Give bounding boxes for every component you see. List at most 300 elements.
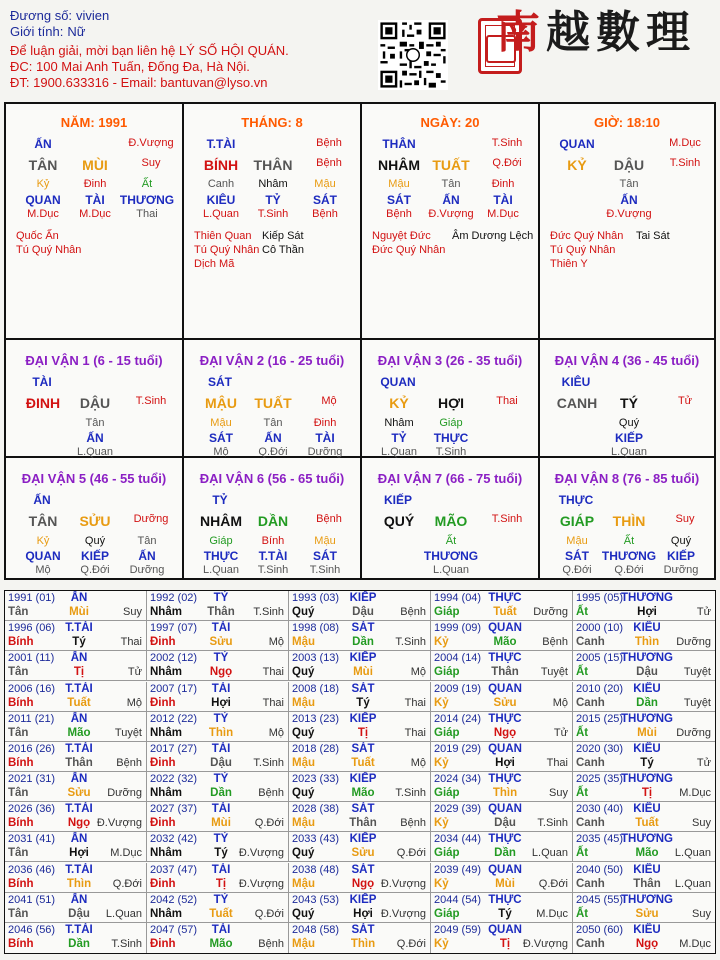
- year-label: 2035 (45): [576, 833, 624, 846]
- year-stem: Mậu: [292, 817, 315, 830]
- year-cell[interactable]: [573, 712, 715, 742]
- year-branch: Thìn: [492, 787, 518, 799]
- year-branch: Hợi: [353, 907, 373, 920]
- year-cell[interactable]: [573, 621, 715, 651]
- year-cell[interactable]: [147, 863, 289, 893]
- year-god: T.TÀI: [65, 622, 93, 635]
- year-god: ẤN: [70, 652, 88, 665]
- year-label: 2020 (30): [576, 742, 624, 755]
- pillar-main-2: T.Sinh: [669, 157, 701, 169]
- year-cell[interactable]: [431, 591, 573, 621]
- year-label: 2001 (11): [8, 652, 55, 665]
- year-branch: Hợi: [495, 756, 515, 769]
- year-label: 2026 (36): [8, 803, 56, 816]
- year-god: T.TÀI: [65, 923, 93, 936]
- year-state: Q.Đới: [254, 907, 284, 920]
- year-label: 2044 (54): [434, 893, 482, 906]
- dai-van-state-1: L.Quan: [76, 446, 114, 458]
- year-label: 2043 (53): [292, 893, 340, 906]
- dai-van-top-god: TÀI: [32, 375, 52, 389]
- dai-van-hidden-0: Mậu: [566, 535, 588, 547]
- year-label: 2047 (57): [150, 923, 198, 936]
- year-label: 1992 (02): [150, 592, 198, 604]
- year-branch: Hợi: [637, 606, 657, 618]
- year-branch: Thìn: [350, 937, 376, 950]
- year-cell[interactable]: [289, 923, 431, 953]
- year-god: TỶ: [213, 652, 229, 665]
- year-stem: Quý: [292, 907, 315, 920]
- year-cell[interactable]: [431, 832, 573, 862]
- year-branch: Dần: [494, 847, 516, 860]
- year-cell[interactable]: [289, 893, 431, 923]
- year-cell[interactable]: [5, 682, 147, 712]
- header-info: [10, 8, 370, 91]
- pillar-states-0: M.Dục: [27, 208, 59, 220]
- dai-van-state-0: Mộ: [35, 564, 51, 576]
- year-label: 2010 (20): [576, 682, 624, 695]
- year-god: TỶ: [213, 712, 229, 725]
- pillar-gods-0: QUAN: [25, 193, 61, 207]
- brand-char-1: 南: [496, 7, 546, 58]
- dai-van-hidden-1: Ất: [445, 535, 457, 547]
- year-cell[interactable]: [431, 772, 573, 802]
- year-cell[interactable]: [573, 863, 715, 893]
- year-state: Đ.Vượng: [522, 937, 568, 950]
- pillar-top-2: Đ.Vượng: [128, 137, 174, 149]
- dai-van-top-god: KIẾP: [383, 493, 412, 507]
- year-stem: Canh: [576, 696, 605, 709]
- year-cell[interactable]: [147, 893, 289, 923]
- year-state: Q.Đới: [254, 817, 284, 830]
- dai-van-hidden-1: Quý: [84, 535, 106, 547]
- year-stem: Kỷ: [434, 937, 449, 950]
- year-cell[interactable]: [573, 923, 715, 953]
- year-state: Tuyệt: [683, 666, 711, 679]
- pillar-gods-2: THƯƠNG: [119, 193, 175, 207]
- dai-van-title: ĐẠI VẬN 4 (36 - 45 tuổi): [554, 353, 700, 368]
- pillar-main-1: TUẤT: [432, 157, 470, 173]
- year-label: 1994 (04): [434, 592, 482, 604]
- dai-van-cell: [362, 458, 540, 578]
- pillar-main-0: NHÂM: [378, 157, 420, 173]
- year-stem: Giáp: [434, 907, 460, 920]
- pillar-cell: [540, 104, 714, 340]
- pillar-gods-1: ẤN: [620, 193, 638, 207]
- year-state: M.Dục: [536, 907, 568, 920]
- dai-van-main-1: HỢI: [438, 395, 464, 411]
- year-cell[interactable]: [289, 832, 431, 862]
- year-state: Tử: [127, 666, 142, 679]
- year-god: THỰC: [488, 592, 522, 604]
- year-stem: Bính: [8, 696, 34, 709]
- dai-van-hidden-0: Nhâm: [384, 417, 414, 429]
- dai-van-main-2: T.Sinh: [491, 513, 523, 525]
- dai-van-god-1: THƯƠNG: [423, 549, 479, 563]
- year-cell[interactable]: [431, 923, 573, 953]
- dai-van-cell: [540, 340, 714, 458]
- star-name: Kiếp Sát: [262, 230, 304, 242]
- dai-van-god-2: SÁT: [313, 549, 337, 563]
- year-cell[interactable]: [5, 742, 147, 772]
- year-label: 1993 (03): [292, 592, 340, 604]
- year-cell[interactable]: [147, 591, 289, 621]
- year-stem: Nhâm: [150, 606, 182, 618]
- year-branch: Mão: [351, 787, 375, 799]
- dai-van-state-1: T.Sinh: [435, 446, 467, 458]
- pillar-top-0: QUAN: [559, 137, 595, 151]
- year-stem: Canh: [576, 756, 605, 769]
- year-stem: Mậu: [292, 756, 315, 769]
- dai-van-main-1: MÃO: [434, 513, 468, 529]
- year-state: Tử: [696, 756, 711, 769]
- year-stem: Kỷ: [434, 756, 449, 769]
- year-label: 2050 (60): [576, 923, 624, 936]
- dai-van-state-2: Dưỡng: [129, 564, 165, 576]
- year-cell[interactable]: [431, 863, 573, 893]
- year-stem: Mậu: [292, 636, 315, 649]
- year-cell[interactable]: [289, 863, 431, 893]
- year-branch: Tị: [641, 787, 653, 799]
- year-cell[interactable]: [5, 621, 147, 651]
- pillar-cell: [184, 104, 362, 340]
- year-stem: Tân: [8, 666, 29, 679]
- dai-van-main-1: TUẤT: [254, 395, 292, 411]
- year-god: TÀI: [211, 742, 231, 755]
- year-god: T.TÀI: [65, 742, 93, 755]
- year-label: 2016 (26): [8, 742, 56, 755]
- year-god: TÀI: [211, 803, 231, 816]
- year-branch: Tuất: [351, 756, 375, 769]
- year-label: 2036 (46): [8, 863, 56, 876]
- year-state: Tử: [696, 606, 711, 618]
- year-state: Dưỡng: [533, 606, 568, 618]
- year-state: Q.Đới: [396, 847, 426, 860]
- year-cell[interactable]: [431, 621, 573, 651]
- year-stem: Đinh: [150, 817, 176, 830]
- year-branch: Dần: [636, 696, 658, 709]
- year-god: TỶ: [213, 592, 229, 604]
- year-state: Bệnh: [542, 636, 568, 649]
- year-stem: Kỷ: [434, 636, 449, 649]
- year-label: 2025 (35): [576, 773, 624, 785]
- year-branch: Dần: [210, 787, 232, 799]
- year-state: Bệnh: [400, 817, 426, 830]
- year-stem: Ất: [576, 726, 589, 739]
- year-state: Bệnh: [116, 756, 142, 769]
- dai-van-hidden-1: Tân: [85, 417, 105, 429]
- year-god: THỰC: [488, 712, 522, 725]
- pillar-states-0: L.Quan: [202, 208, 240, 220]
- dai-van-top-god: QUAN: [380, 375, 416, 389]
- year-stem: Đinh: [150, 937, 176, 950]
- year-label: 2046 (56): [8, 923, 56, 936]
- year-label: 1996 (06): [8, 622, 56, 635]
- annual-luck-grid: [4, 590, 716, 954]
- pillar-cell: [362, 104, 540, 340]
- year-cell[interactable]: [573, 772, 715, 802]
- year-stem: Kỷ: [434, 877, 449, 890]
- year-state: Mộ: [268, 726, 284, 739]
- year-stem: Đinh: [150, 756, 176, 769]
- year-cell[interactable]: [289, 682, 431, 712]
- year-cell[interactable]: [573, 832, 715, 862]
- year-stem: Quý: [292, 847, 315, 860]
- pillar-main-2: Bệnh: [316, 157, 342, 169]
- year-label: 2024 (34): [434, 773, 482, 785]
- year-cell[interactable]: [5, 772, 147, 802]
- year-god: ẤN: [70, 893, 88, 906]
- year-cell[interactable]: [573, 591, 715, 621]
- pillar-main-1: THÂN: [253, 157, 293, 173]
- year-state: Tuyệt: [540, 666, 568, 679]
- year-label: 2027 (37): [150, 803, 198, 816]
- year-god: QUAN: [488, 863, 522, 876]
- pillar-hidden-1: Tân: [619, 178, 639, 190]
- year-stem: Bính: [8, 937, 34, 950]
- year-state: Đ.Vượng: [238, 877, 284, 890]
- year-branch: Thân: [207, 606, 235, 618]
- year-god: THƯƠNG: [621, 712, 673, 725]
- year-state: Đ.Vượng: [238, 847, 284, 860]
- year-stem: Tân: [8, 606, 29, 618]
- year-state: Thai: [262, 696, 284, 709]
- year-branch: Mão: [209, 937, 233, 950]
- year-branch: Thân: [349, 817, 377, 830]
- pillar-main-0: KỶ: [567, 157, 587, 173]
- year-god: SÁT: [351, 622, 375, 635]
- year-label: 2009 (19): [434, 682, 482, 695]
- year-cell[interactable]: [5, 863, 147, 893]
- year-cell[interactable]: [289, 621, 431, 651]
- year-god: TÀI: [211, 622, 231, 635]
- year-cell[interactable]: [147, 682, 289, 712]
- year-state: L.Quan: [674, 877, 711, 890]
- year-branch: Tý: [214, 847, 228, 860]
- year-cell[interactable]: [573, 893, 715, 923]
- year-cell[interactable]: [431, 682, 573, 712]
- owner-line: [10, 8, 370, 24]
- year-branch: Sửu: [209, 636, 233, 649]
- year-god: THƯƠNG: [621, 893, 673, 906]
- pillar-states-1: Đ.Vượng: [428, 208, 474, 220]
- year-stem: Bính: [8, 636, 34, 649]
- year-stem: Tân: [8, 907, 29, 920]
- year-god: THỰC: [488, 833, 522, 846]
- year-state: Thai: [262, 666, 284, 679]
- year-stem: Đinh: [150, 636, 176, 649]
- year-state: Q.Đới: [538, 877, 568, 890]
- dai-van-main-1: TÝ: [620, 395, 638, 411]
- year-cell[interactable]: [431, 893, 573, 923]
- year-god: TỶ: [213, 773, 229, 785]
- year-stem: Nhâm: [150, 847, 182, 860]
- year-god: THỰC: [488, 893, 522, 906]
- year-cell[interactable]: [5, 802, 147, 832]
- year-branch: Mão: [67, 726, 91, 739]
- pillar-hidden-1: Tân: [441, 178, 461, 190]
- year-branch: Dậu: [352, 606, 374, 618]
- year-branch: Dậu: [494, 817, 516, 830]
- year-branch: Mùi: [637, 726, 657, 739]
- star-name: Thiên Y: [550, 258, 588, 270]
- year-cell[interactable]: [5, 712, 147, 742]
- year-stem: Bính: [8, 817, 34, 830]
- year-cell[interactable]: [147, 802, 289, 832]
- year-cell[interactable]: [573, 682, 715, 712]
- year-branch: Hợi: [69, 847, 89, 860]
- year-cell[interactable]: [289, 802, 431, 832]
- year-branch: Thìn: [634, 636, 660, 649]
- brand-logo: [496, 8, 696, 58]
- pillar-hidden-2: Đinh: [491, 178, 515, 190]
- year-cell[interactable]: [147, 742, 289, 772]
- year-state: T.Sinh: [111, 937, 142, 950]
- year-stem: Đinh: [150, 696, 176, 709]
- year-label: 2015 (25): [576, 712, 624, 725]
- year-stem: Bính: [8, 756, 34, 769]
- year-branch: Thìn: [208, 726, 234, 739]
- year-stem: Giáp: [434, 666, 460, 679]
- pillar-title: NĂM: 1991: [60, 115, 128, 130]
- year-god: QUAN: [488, 622, 522, 635]
- brand-chars-rest: 越數理: [546, 7, 696, 58]
- year-cell[interactable]: [147, 923, 289, 953]
- dai-van-state-1: T.Sinh: [257, 564, 289, 576]
- year-god: T.TÀI: [65, 682, 93, 695]
- year-cell[interactable]: [147, 621, 289, 651]
- pillar-main-1: DẬU: [613, 157, 645, 173]
- dai-van-state-0: L.Quan: [202, 564, 240, 576]
- year-branch: Sửu: [351, 847, 375, 860]
- year-label: 1998 (08): [292, 622, 340, 635]
- year-branch: Tý: [498, 907, 512, 920]
- year-cell[interactable]: [431, 651, 573, 681]
- year-cell[interactable]: [289, 651, 431, 681]
- dai-van-top-god: THỰC: [558, 493, 594, 507]
- pillar-gods-1: ẤN: [442, 193, 460, 207]
- year-stem: Mậu: [292, 937, 315, 950]
- year-stem: Canh: [576, 937, 605, 950]
- year-cell[interactable]: [289, 591, 431, 621]
- year-label: 2032 (42): [150, 833, 198, 846]
- dai-van-title: ĐẠI VẬN 5 (46 - 55 tuổi): [21, 471, 167, 486]
- pillar-main-2: Suy: [141, 157, 161, 169]
- year-state: L.Quan: [531, 847, 568, 860]
- dai-van-god-1: ẤN: [86, 431, 104, 445]
- year-branch: Sửu: [635, 907, 659, 920]
- year-branch: Tị: [73, 666, 85, 679]
- year-label: 2017 (27): [150, 742, 198, 755]
- year-branch: Tị: [215, 877, 227, 890]
- dai-van-hidden-0: Mậu: [210, 417, 232, 429]
- dai-van-cell: [6, 340, 184, 458]
- gender-line: [10, 24, 370, 40]
- year-god: ẤN: [70, 592, 88, 604]
- year-stem: Canh: [576, 817, 605, 830]
- year-god: THƯƠNG: [621, 773, 673, 785]
- year-stem: Giáp: [434, 606, 460, 618]
- dai-van-god-1: THƯƠNG: [601, 549, 657, 563]
- star-name: Thiên Quan: [194, 230, 252, 242]
- year-label: 2033 (43): [292, 833, 340, 846]
- year-god: KIẾP: [349, 712, 377, 725]
- dai-van-god-1: ẤN: [264, 431, 282, 445]
- dai-van-main-1: DẬU: [79, 395, 111, 411]
- year-state: Tuyệt: [683, 696, 711, 709]
- qr-code-icon[interactable]: [378, 20, 448, 90]
- year-god: QUAN: [488, 742, 522, 755]
- year-cell[interactable]: [5, 832, 147, 862]
- year-cell[interactable]: [5, 923, 147, 953]
- year-cell[interactable]: [147, 772, 289, 802]
- year-stem: Ất: [576, 847, 589, 860]
- year-cell[interactable]: [5, 591, 147, 621]
- year-stem: Mậu: [292, 696, 315, 709]
- dai-van-main-0: QUÝ: [383, 513, 415, 529]
- pillar-main-0: BÍNH: [203, 157, 239, 173]
- pillar-gods-1: TỶ: [265, 193, 281, 207]
- year-stem: Ất: [576, 907, 589, 920]
- dai-van-title: ĐẠI VẬN 2 (16 - 25 tuổi): [199, 353, 345, 368]
- year-cell[interactable]: [573, 802, 715, 832]
- year-cell[interactable]: [573, 742, 715, 772]
- year-cell[interactable]: [289, 772, 431, 802]
- dai-van-hidden-0: Kỷ: [36, 535, 50, 547]
- year-branch: Dần: [352, 636, 374, 649]
- year-cell[interactable]: [289, 742, 431, 772]
- year-cell[interactable]: [431, 802, 573, 832]
- dai-van-hidden-0: Giáp: [209, 535, 233, 547]
- year-cell[interactable]: [147, 712, 289, 742]
- year-stem: Ất: [576, 606, 589, 618]
- year-state: Mộ: [552, 696, 568, 709]
- pillar-hidden-1: Nhâm: [258, 178, 288, 190]
- year-cell[interactable]: [5, 893, 147, 923]
- dai-van-title: ĐẠI VẬN 3 (26 - 35 tuổi): [377, 353, 523, 368]
- year-state: Suy: [692, 817, 711, 830]
- year-cell[interactable]: [573, 651, 715, 681]
- year-stem: Nhâm: [150, 787, 182, 799]
- year-branch: Dậu: [636, 666, 658, 679]
- year-branch: Tuất: [493, 606, 517, 618]
- year-cell[interactable]: [431, 712, 573, 742]
- year-cell[interactable]: [147, 651, 289, 681]
- year-branch: Tị: [499, 937, 511, 950]
- year-branch: Tý: [72, 636, 86, 649]
- dai-van-main-2: Tử: [677, 395, 693, 407]
- pillar-title: THÁNG: 8: [241, 115, 303, 130]
- year-label: 2021 (31): [8, 773, 56, 785]
- year-cell[interactable]: [5, 651, 147, 681]
- year-cell[interactable]: [431, 742, 573, 772]
- year-stem: Quý: [292, 606, 315, 618]
- year-branch: Ngọ: [209, 666, 233, 679]
- year-cell[interactable]: [147, 832, 289, 862]
- star-name: Đức Quý Nhân: [550, 230, 624, 242]
- year-branch: Tuất: [635, 817, 659, 830]
- year-label: 1995 (05): [576, 592, 624, 604]
- phone-email-line[interactable]: ĐT: 1900.633316 - Email: bantuvan@lyso.vn: [10, 75, 268, 90]
- dai-van-state-2: Dưỡng: [663, 564, 699, 576]
- dai-van-main-0: GIÁP: [559, 513, 595, 529]
- dai-van-god-1: T.TÀI: [258, 549, 288, 563]
- dai-van-hidden-2: Mậu: [314, 535, 336, 547]
- year-god: SÁT: [351, 682, 375, 695]
- year-stem: Tân: [8, 787, 29, 799]
- dai-van-state-2: Dưỡng: [307, 446, 343, 458]
- year-cell[interactable]: [289, 712, 431, 742]
- dai-van-state-1: L.Quan: [610, 446, 648, 458]
